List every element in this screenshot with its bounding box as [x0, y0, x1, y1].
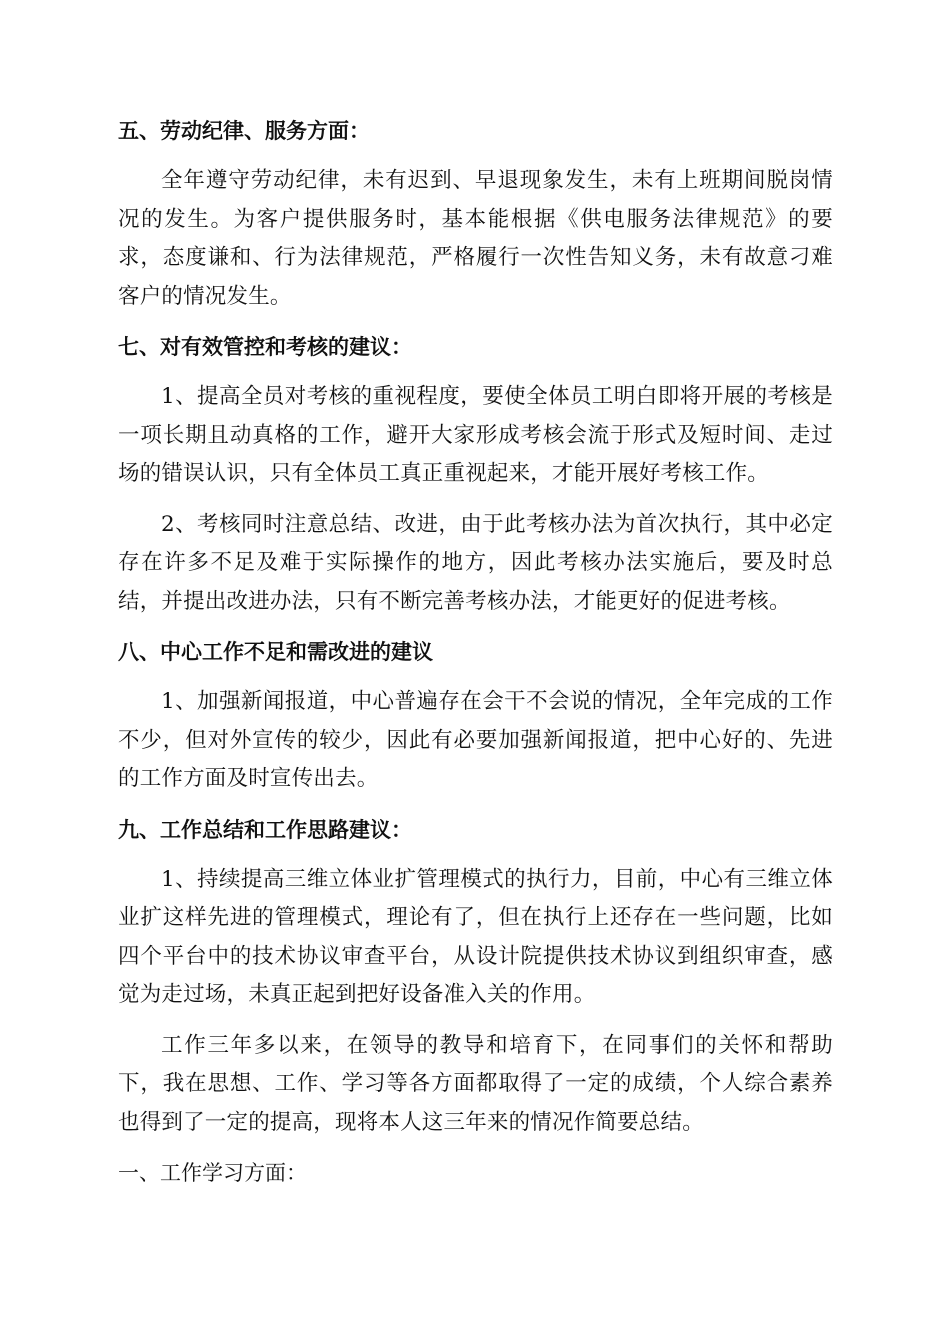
- paragraph-assessment-2: 2、考核同时注意总结、改进，由于此考核办法为首次执行，其中必定存在许多不足及难于实际操作的地方，因此考核办法实施后，要及时总结，并提出改进办法，只有不断完善考核办法，才能更好的促进考核。: [118, 511, 833, 614]
- document-body: [118, 112, 833, 1204]
- section-heading-work-study: 一、工作学习方面：: [118, 1161, 307, 1185]
- paragraph-assessment-1: 1、提高全员对考核的重视程度，要使全体员工明白即将开展的考核是一项长期且动真格的工作，避开大家形成考核会流于形式及短时间、走过场的错误认识，只有全体员工真正重视起来，才能开展好考核工作。: [118, 384, 833, 486]
- paragraph-work-summary-1: 1、持续提高三维立体业扩管理模式的执行力，目前，中心有三维立体业扩这样先进的管理模式，理论有了，但在执行上还存在一些问题，比如四个平台中的技术协议审查平台，从设计院提供技术协议到组织审查，感觉为走过场，未真正起到把好设备准入关的作用。: [118, 866, 833, 1007]
- section-heading-center-improvement: 八、中心工作不足和需改进的建议: [118, 640, 433, 664]
- paragraph-labor-discipline: 全年遵守劳动纪律，未有迟到、早退现象发生，未有上班期间脱岗情况的发生。为客户提供服务时，基本能根据《供电服务法律规范》的要求，态度谦和、行为法律规范，严格履行一次性告知义务，未有故意刁难客户的情况发生。: [118, 168, 833, 309]
- paragraph-work-summary-2: 工作三年多以来，在领导的教导和培育下，在同事们的关怀和帮助下，我在思想、工作、学习等各方面都取得了一定的成绩，个人综合素养也得到了一定的提高，现将本人这三年来的情况作简要总结。: [118, 1032, 833, 1135]
- section-heading-assessment-suggestions: 七、对有效管控和考核的建议：: [118, 335, 412, 359]
- paragraph-center-improvement-1: 1、加强新闻报道，中心普遍存在会干不会说的情况，全年完成的工作不少，但对外宣传的较少，因此有必要加强新闻报道，把中心好的、先进的工作方面及时宣传出去。: [118, 689, 833, 791]
- section-heading-labor-discipline: 五、劳动纪律、服务方面：: [118, 119, 370, 143]
- section-heading-work-summary: 九、工作总结和工作思路建议：: [118, 817, 412, 842]
